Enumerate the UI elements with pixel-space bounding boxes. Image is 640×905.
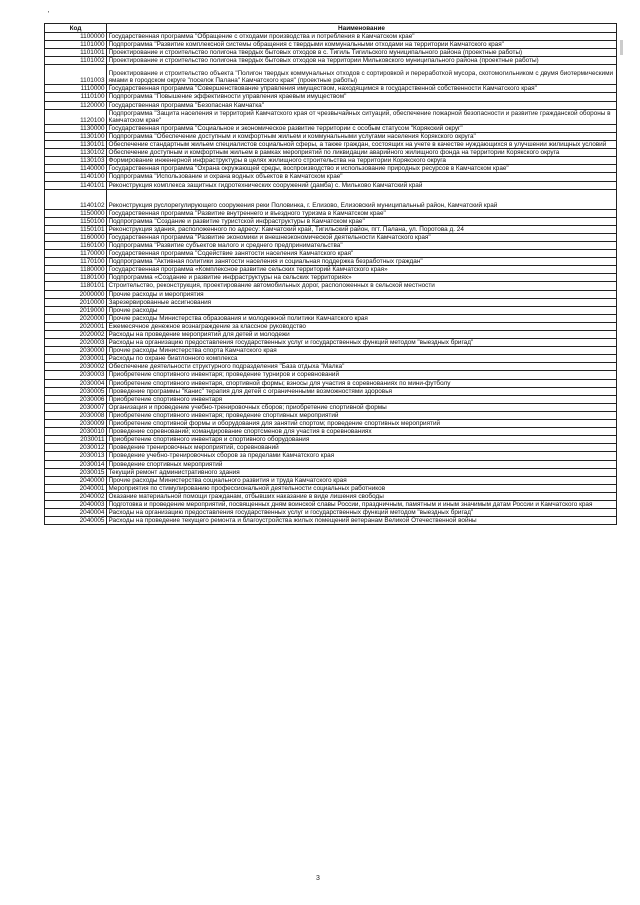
table-row (45, 274, 617, 282)
table-row (45, 371, 617, 379)
row-code: 2020003 (45, 339, 107, 347)
table-row (45, 65, 617, 85)
row-code: 1150000 (45, 209, 107, 217)
row-name: Государственная программа "Обращение с отходами производства и потребления в Камчатском крае" (107, 33, 617, 41)
row-name: Проектирование и строительство полигона твердых бытовых отходов на территории Мильковского муниципального района (проектные работы) (107, 57, 617, 65)
row-name: Государственная программа "Охрана окружающей среды, воспроизводство и использование природных ресурсов в Камчатском крае" (107, 165, 617, 173)
row-code: 2030013 (45, 452, 107, 460)
row-name: Строительство, реконструкция, проектирование автомобильных дорог, расположенных в сельской местности (107, 282, 617, 290)
table-row (45, 49, 617, 57)
table-row (45, 141, 617, 149)
table-row (45, 411, 617, 419)
row-name: Обеспечение стандартным жильем специалистов социальной сферы, а также граждан, состоящих на учете в качестве нуждающихся в улучшении жилищных условий (107, 141, 617, 149)
table-row (45, 93, 617, 101)
row-code: 2030014 (45, 460, 107, 468)
table-row (45, 233, 617, 241)
row-code: 1130101 (45, 141, 107, 149)
row-code: 1140000 (45, 165, 107, 173)
row-code: 2040003 (45, 500, 107, 508)
row-name: Текущий ремонт административного здания (107, 468, 617, 476)
table-row (45, 331, 617, 339)
row-name: Приобретение спортивной формы и оборудования для занятий спортом; проведение спортивных мероприятий (107, 420, 617, 428)
table-row (45, 101, 617, 109)
table-row (45, 132, 617, 140)
row-name: Обеспечение доступным и комфортным жильем в рамках мероприятий по ликвидации аварийного жилищного фонда на территории Корякского округа (107, 149, 617, 157)
table-row (45, 492, 617, 500)
table-row (45, 290, 617, 298)
row-name: Прочие расходы Министерства спорта Камчатского края (107, 347, 617, 355)
table-row (45, 241, 617, 249)
table-row (45, 217, 617, 225)
row-code: 2030009 (45, 420, 107, 428)
scan-margin-mark (620, 40, 623, 55)
table-row (45, 420, 617, 428)
row-code: 1130102 (45, 149, 107, 157)
table-row (45, 355, 617, 363)
row-name: Прочие расходы (107, 306, 617, 314)
table-row (45, 484, 617, 492)
table-row (45, 444, 617, 452)
table-row (45, 157, 617, 165)
row-code: 2030012 (45, 444, 107, 452)
row-code: 1130100 (45, 132, 107, 140)
row-name: Подготовка и проведение мероприятий, посвященных дням воинской славы России, праздничным, памятным и иным значимым датам России и Камчатского края (107, 500, 617, 508)
row-name: Прочие расходы Министерства социального развития и труда Камчатского края (107, 476, 617, 484)
table-row (45, 379, 617, 387)
row-code: 1100000 (45, 33, 107, 41)
row-code: 2030010 (45, 428, 107, 436)
row-code: 2019000 (45, 306, 107, 314)
table-row (45, 452, 617, 460)
table-row (45, 509, 617, 517)
row-name: Подпрограмма "Обеспечение доступным и комфортным жильем и коммунальными услугами населения Корякского округа" (107, 132, 617, 140)
row-name: Реконструкция комплекса защитных гидротехнических сооружений (дамба) с. Мильково Камчатский край (107, 181, 617, 189)
row-code: 1150100 (45, 217, 107, 225)
row-name: Зарезервированные ассигнования (107, 298, 617, 306)
table-row (45, 500, 617, 508)
header-code: Код (45, 24, 107, 33)
table-row (45, 266, 617, 274)
row-name: Прочие расходы Министерства образования и молодежной политики Камчатского края (107, 314, 617, 322)
row-name: Проведение программы "Канис" терапия для детей с ограниченными возможностями здоровья (107, 387, 617, 395)
row-code: 1180101 (45, 282, 107, 290)
row-code: 2030011 (45, 436, 107, 444)
row-name: Расходы на проведение текущего ремонта и благоустройства жилых помещений ветеранам Великой Отечественной войны (107, 517, 617, 525)
table-row (45, 306, 617, 314)
row-name: Обеспечение деятельности структурного подразделения "База отдыха "Малка" (107, 363, 617, 371)
row-name: Государственная программа «Комплексное развитие сельских территорий Камчатского края» (107, 266, 617, 274)
row-code: 1140101 (45, 181, 107, 189)
row-code: 1101003 (45, 65, 107, 85)
row-name: Реконструкция здания, расположенного по адресу: Камчатский край, Тигильский район, пгт. Палана, ул. Поротова д. 24 (107, 225, 617, 233)
budget-classification-table (44, 23, 617, 525)
row-code: 2040002 (45, 492, 107, 500)
row-name: Мероприятия по стимулированию профессиональной деятельности социальных работников (107, 484, 617, 492)
row-name: Государственная программа "Социальное и экономическое развитие территории с особым статусом "Корякский округ" (107, 124, 617, 132)
table-row (45, 460, 617, 468)
table-row (45, 85, 617, 93)
row-code: 1170000 (45, 250, 107, 258)
row-code: 2040001 (45, 484, 107, 492)
row-name: Приобретение спортивного инвентаря, спортивной формы; взносы для участия в соревнованиях по мини-футболу (107, 379, 617, 387)
row-code: 2030002 (45, 363, 107, 371)
table-header-row (45, 24, 617, 33)
row-name: Государственная программа "Содействие занятости населения Камчатского края" (107, 250, 617, 258)
table-row (45, 33, 617, 41)
row-name: Подпрограмма "Повышение эффективности управления краевым имуществом" (107, 93, 617, 101)
row-name: Подпрограмма "Использование и охрана водных объектов в Камчатском крае" (107, 173, 617, 181)
table-row (45, 57, 617, 65)
header-name: Наименование (107, 24, 617, 33)
row-code: 2030005 (45, 387, 107, 395)
row-name: Проведение учебно-тренировочных сборов за пределами Камчатского края (107, 452, 617, 460)
row-code: 2040000 (45, 476, 107, 484)
row-code: 1101001 (45, 49, 107, 57)
row-name: Ежемесячное денежное вознаграждение за классное руководство (107, 322, 617, 330)
table-row (45, 173, 617, 181)
table-row (45, 476, 617, 484)
row-name: Расходы на организацию предоставления государственных услуг и государственных функций методом "выездных бригад" (107, 339, 617, 347)
table-row (45, 225, 617, 233)
row-code: 2030001 (45, 355, 107, 363)
row-code: 2030003 (45, 371, 107, 379)
row-name: Приобретение спортивного инвентаря; проведение турниров и соревнований (107, 371, 617, 379)
row-name: Реконструкция руслорегулирующего сооружения реки Половинка, г. Елизово, Елизовский муниципальный район, Камчатский край (107, 189, 617, 209)
row-name: Проектирование и строительство объекта "Полигон твердых коммунальных отходов с сортировкой и переработкой мусора, скотомогильником с двумя биотермическими ямами в городском округе "поселок Палана" Камчатского края" (проектные работы) (107, 65, 617, 85)
stray-mark: ' (48, 11, 50, 18)
table-row (45, 165, 617, 173)
table-row (45, 517, 617, 525)
table-row (45, 428, 617, 436)
row-code: 2030006 (45, 395, 107, 403)
table-row (45, 468, 617, 476)
row-code: 2020000 (45, 314, 107, 322)
row-code: 1140102 (45, 189, 107, 209)
table-row (45, 395, 617, 403)
table-row (45, 124, 617, 132)
row-code: 1150101 (45, 225, 107, 233)
row-code: 2020001 (45, 322, 107, 330)
table-row (45, 436, 617, 444)
table-row (45, 181, 617, 189)
row-name: Расходы на проведение мероприятий для детей и молодежи (107, 331, 617, 339)
row-code: 2010000 (45, 298, 107, 306)
page-number: 3 (316, 875, 320, 882)
row-name: Расходы по охране биатлонного комплекса (107, 355, 617, 363)
table-row (45, 363, 617, 371)
row-code: 1170100 (45, 258, 107, 266)
table-row (45, 209, 617, 217)
row-code: 1101000 (45, 41, 107, 49)
row-code: 2020002 (45, 331, 107, 339)
row-code: 2030007 (45, 403, 107, 411)
row-name: Государственная программа "Развитие экономики и внешнеэкономической деятельности Камчатского края" (107, 233, 617, 241)
row-code: 2040004 (45, 509, 107, 517)
table-row (45, 149, 617, 157)
row-code: 1140100 (45, 173, 107, 181)
row-code: 1160000 (45, 233, 107, 241)
row-name: Организация и проведение учебно-тренировочных сборов; приобретение спортивной формы (107, 403, 617, 411)
table-row (45, 109, 617, 124)
table-body (45, 33, 617, 525)
row-name: Прочие расходы и мероприятия (107, 290, 617, 298)
table-row (45, 403, 617, 411)
row-name: Подпрограмма "Создание и развитие туристской инфраструктуры в Камчатском крае" (107, 217, 617, 225)
row-code: 1130000 (45, 124, 107, 132)
table-row (45, 258, 617, 266)
row-code: 2040005 (45, 517, 107, 525)
row-name: Государственная программа "Совершенствование управления имуществом, находящимся в государственной собственности Камчатского края" (107, 85, 617, 93)
row-name: Приобретение спортивного инвентаря и спортивного оборудования (107, 436, 617, 444)
row-name: Подпрограмма "Активная политики занятости населения и социальная поддержка безработных граждан" (107, 258, 617, 266)
table-row (45, 189, 617, 209)
row-name: Подпрограмма "Защита населения и территорий Камчатского края от чрезвычайных ситуаций, обеспечение пожарной безопасности и развитие гражданской обороны в Камчатском крае" (107, 109, 617, 124)
table-row (45, 339, 617, 347)
row-code: 1130103 (45, 157, 107, 165)
row-code: 1120100 (45, 109, 107, 124)
table-row (45, 250, 617, 258)
row-name: Подпрограмма «Создание и развитие инфраструктуры на сельских территориях» (107, 274, 617, 282)
row-name: Проектирование и строительство полигона твердых бытовых отходов в с. Тигиль Тигильского муниципального района (проектные работы) (107, 49, 617, 57)
row-code: 1101002 (45, 57, 107, 65)
row-code: 2030008 (45, 411, 107, 419)
row-name: Государственная программа "Развитие внутреннего и въездного туризма в Камчатском крае" (107, 209, 617, 217)
row-code: 1120000 (45, 101, 107, 109)
row-name: Приобретение спортивного инвентаря (107, 395, 617, 403)
row-code: 1180000 (45, 266, 107, 274)
row-name: Подпрограмма "Развитие субъектов малого и среднего предпринимательства" (107, 241, 617, 249)
row-code: 1110100 (45, 93, 107, 101)
row-code: 1110000 (45, 85, 107, 93)
table-row (45, 387, 617, 395)
row-code: 1160100 (45, 241, 107, 249)
row-code: 2000000 (45, 290, 107, 298)
row-name: Проведение соревнований; командирование спортсменов для участия в соревнованиях (107, 428, 617, 436)
row-code: 1180100 (45, 274, 107, 282)
row-name: Расходы на организацию предоставления государственных услуг и государственных функций методом "выездных бригад" (107, 509, 617, 517)
row-name: Проведение тренировочных мероприятий, соревнований (107, 444, 617, 452)
row-name: Приобретение спортивного инвентаря; проведение спортивных мероприятий (107, 411, 617, 419)
row-name: Проведение спортивных мероприятий (107, 460, 617, 468)
row-code: 2030000 (45, 347, 107, 355)
table-row (45, 347, 617, 355)
row-name: Оказание материальной помощи гражданам, отбывших наказание в виде лишения свободы (107, 492, 617, 500)
row-code: 2030004 (45, 379, 107, 387)
table-row (45, 322, 617, 330)
row-code: 2030015 (45, 468, 107, 476)
row-name: Подпрограмма "Развитие комплексной системы обращения с твердыми коммунальными отходами на территории Камчатского края" (107, 41, 617, 49)
table-row (45, 314, 617, 322)
table-row (45, 298, 617, 306)
row-name: Формирование инженерной инфраструктуры в целях жилищного строительства на территории Корякского округа (107, 157, 617, 165)
row-name: Государственная программа "Безопасная Камчатка" (107, 101, 617, 109)
table-row (45, 282, 617, 290)
table-row (45, 41, 617, 49)
